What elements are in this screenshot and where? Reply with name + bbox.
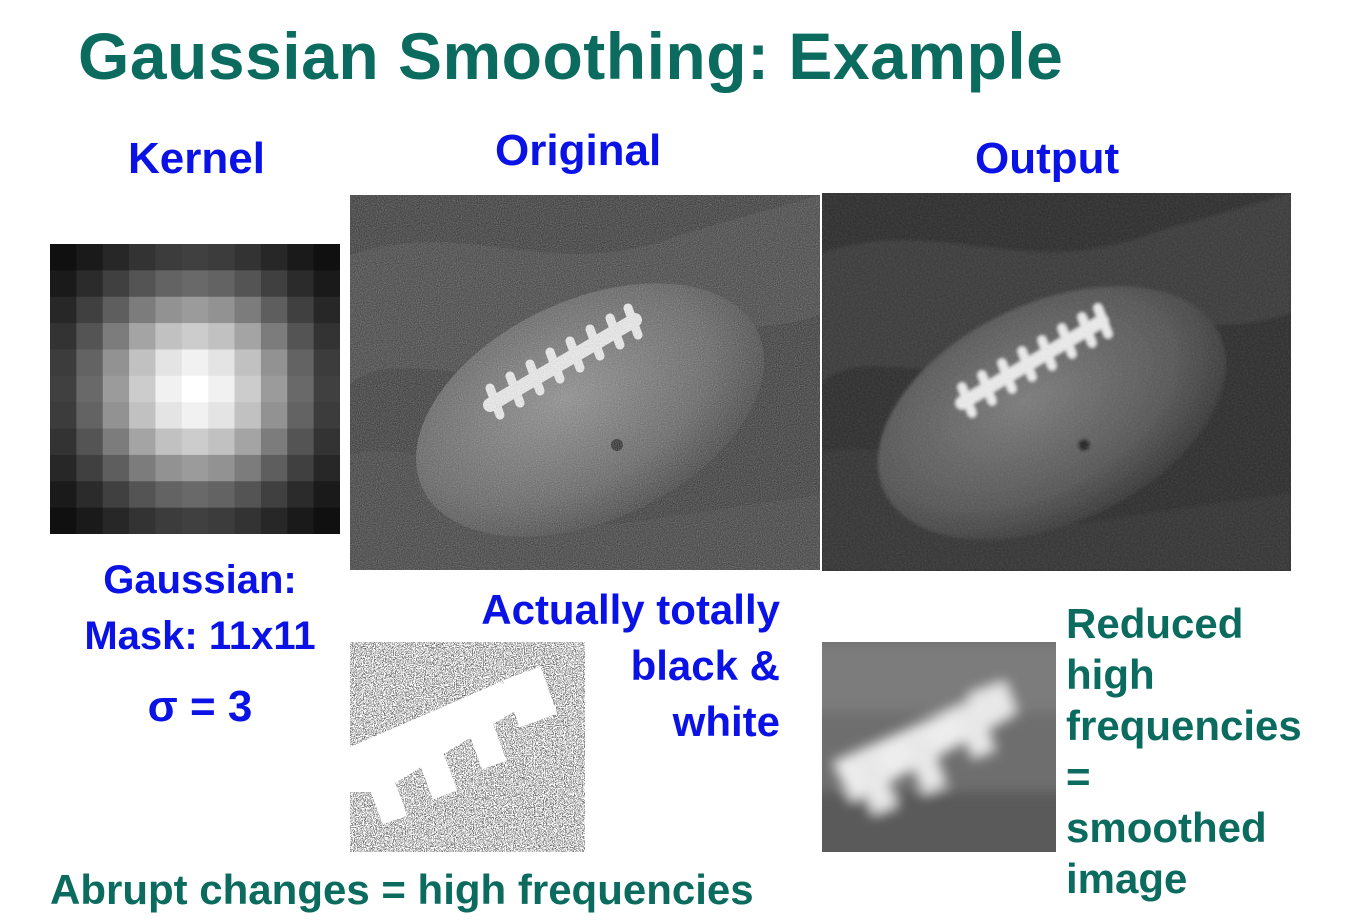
gaussian-kernel-image [50, 244, 340, 534]
kernel-cell [235, 244, 262, 271]
kernel-cell [50, 376, 77, 403]
kernel-cell [182, 429, 209, 456]
kernel-cell [182, 402, 209, 429]
kernel-cell [50, 455, 77, 482]
kernel-cell [287, 270, 314, 297]
kernel-cell [235, 376, 262, 403]
kernel-cell [287, 429, 314, 456]
kernel-cell [155, 297, 182, 324]
kernel-cell [261, 323, 288, 350]
kernel-cell [182, 270, 209, 297]
kernel-cell [208, 270, 235, 297]
kernel-cell [129, 244, 156, 271]
kernel-cell [235, 402, 262, 429]
kernel-cell [155, 376, 182, 403]
kernel-cell [50, 270, 77, 297]
kernel-cell [76, 455, 103, 482]
kernel-cell [314, 455, 340, 482]
output-image [822, 193, 1291, 571]
kernel-cell [76, 297, 103, 324]
kernel-cell [261, 297, 288, 324]
reduced-note-line4: = [1066, 753, 1091, 800]
kernel-cell [235, 297, 262, 324]
kernel-cell [235, 508, 262, 534]
original-heading: Original [495, 126, 662, 175]
kernel-cell [261, 455, 288, 482]
kernel-cell [103, 508, 130, 534]
kernel-cell [103, 323, 130, 350]
kernel-cell [208, 481, 235, 508]
original-zoom-crop [350, 642, 585, 852]
kernel-cell [129, 508, 156, 534]
reduced-note-line1: Reduced [1066, 600, 1244, 647]
kernel-cell [208, 508, 235, 534]
kernel-cell [208, 429, 235, 456]
kernel-cell [261, 402, 288, 429]
kernel-cell [182, 455, 209, 482]
kernel-cell [314, 481, 340, 508]
kernel-cell [182, 244, 209, 271]
kernel-cell [261, 481, 288, 508]
kernel-cell [235, 481, 262, 508]
kernel-cell [129, 349, 156, 376]
kernel-cell [155, 402, 182, 429]
kernel-cell [76, 270, 103, 297]
kernel-cell [129, 429, 156, 456]
kernel-cell [50, 429, 77, 456]
kernel-cell [155, 323, 182, 350]
reduced-note-line3: frequencies [1066, 702, 1302, 749]
kernel-cell [314, 244, 340, 271]
kernel-cell [76, 481, 103, 508]
kernel-cell [208, 244, 235, 271]
kernel-cell [103, 270, 130, 297]
output-zoom-crop [822, 642, 1056, 852]
kernel-cell [314, 402, 340, 429]
kernel-cell [287, 349, 314, 376]
kernel-cell [314, 270, 340, 297]
kernel-cell [50, 244, 77, 271]
kernel-cell [287, 376, 314, 403]
kernel-cell [261, 376, 288, 403]
kernel-cell [103, 376, 130, 403]
kernel-cell [235, 349, 262, 376]
output-heading: Output [975, 134, 1120, 183]
kernel-cell [50, 508, 77, 534]
kernel-cell [76, 323, 103, 350]
kernel-caption-mask: Mask: 11x11 [84, 614, 316, 658]
kernel-cell [182, 508, 209, 534]
kernel-cell [76, 508, 103, 534]
kernel-cell [208, 455, 235, 482]
kernel-heading: Kernel [128, 134, 265, 183]
kernel-cell [208, 376, 235, 403]
kernel-cell [208, 323, 235, 350]
reduced-note-line6: image [1066, 855, 1188, 902]
kernel-cell [103, 429, 130, 456]
kernel-cell [235, 429, 262, 456]
kernel-cell [208, 349, 235, 376]
kernel-cell [314, 376, 340, 403]
kernel-cell [261, 508, 288, 534]
kernel-cell [155, 270, 182, 297]
reduced-note-line2: high [1066, 651, 1155, 698]
kernel-cell [129, 323, 156, 350]
kernel-cell [182, 297, 209, 324]
kernel-cell [155, 349, 182, 376]
kernel-cell [50, 481, 77, 508]
kernel-cell [129, 376, 156, 403]
kernel-cell [235, 270, 262, 297]
kernel-cell [287, 297, 314, 324]
kernel-cell [50, 323, 77, 350]
kernel-cell [76, 244, 103, 271]
kernel-cell [287, 402, 314, 429]
bottom-note: Abrupt changes = high frequencies [50, 866, 754, 913]
kernel-cell [287, 508, 314, 534]
kernel-cell [287, 323, 314, 350]
original-image [350, 195, 820, 570]
bw-note-line1: Actually totally [481, 586, 780, 633]
kernel-cell [50, 349, 77, 376]
kernel-cell [208, 402, 235, 429]
kernel-cell [103, 455, 130, 482]
bw-note-line2: black & [630, 642, 780, 689]
kernel-caption-type: Gaussian: [103, 558, 297, 602]
kernel-cell [50, 297, 77, 324]
kernel-cell [287, 455, 314, 482]
kernel-cell [129, 481, 156, 508]
reduced-note-line5: smoothed [1066, 804, 1267, 851]
kernel-cell [314, 349, 340, 376]
kernel-cell [76, 429, 103, 456]
kernel-cell [76, 349, 103, 376]
kernel-cell [155, 429, 182, 456]
kernel-cell [182, 323, 209, 350]
kernel-cell [129, 270, 156, 297]
kernel-cell [182, 349, 209, 376]
kernel-cell [314, 508, 340, 534]
kernel-cell [261, 270, 288, 297]
kernel-cell [129, 297, 156, 324]
kernel-cell [155, 481, 182, 508]
kernel-cell [235, 455, 262, 482]
kernel-cell [235, 323, 262, 350]
kernel-cell [182, 481, 209, 508]
kernel-cell [261, 244, 288, 271]
kernel-cell [103, 402, 130, 429]
bw-note-line3: white [672, 698, 780, 745]
kernel-cell [50, 402, 77, 429]
reduced-frequencies-note [1066, 598, 1302, 904]
kernel-cell [129, 402, 156, 429]
kernel-cell [314, 323, 340, 350]
kernel-cell [76, 402, 103, 429]
slide-title: Gaussian Smoothing: Example [78, 19, 1064, 93]
kernel-cell [155, 244, 182, 271]
kernel-cell [129, 455, 156, 482]
kernel-cell [182, 376, 209, 403]
kernel-cell [103, 349, 130, 376]
kernel-cell [314, 429, 340, 456]
kernel-cell [76, 376, 103, 403]
kernel-cell [103, 481, 130, 508]
kernel-cell [314, 297, 340, 324]
kernel-cell [261, 429, 288, 456]
kernel-cell [155, 455, 182, 482]
kernel-cell [155, 508, 182, 534]
kernel-cell [103, 297, 130, 324]
kernel-cell [287, 244, 314, 271]
kernel-cell [103, 244, 130, 271]
kernel-caption-sigma: σ = 3 [147, 682, 253, 731]
kernel-cell [287, 481, 314, 508]
kernel-cell [261, 349, 288, 376]
kernel-cell [208, 297, 235, 324]
